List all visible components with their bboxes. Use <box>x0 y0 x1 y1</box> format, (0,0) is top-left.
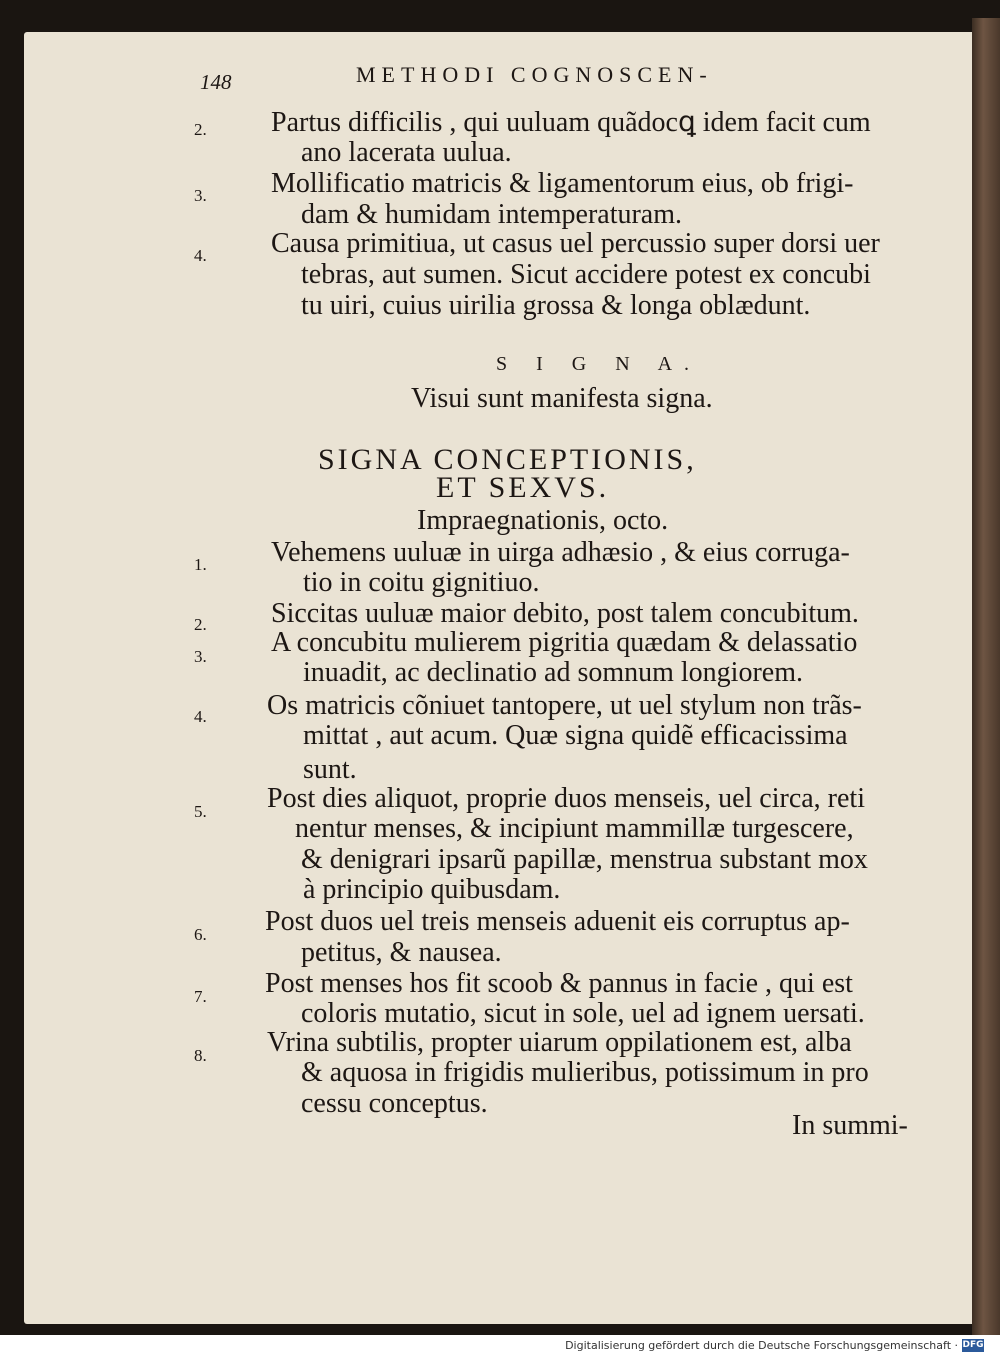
text-line: mittat , aut acum. Quæ signa quidẽ efficacissima <box>303 720 848 751</box>
dfg-logo: DFG <box>962 1340 984 1350</box>
text-line: tebras, aut sumen. Sicut accidere potest ex concubi <box>301 259 871 290</box>
item-number: 2. <box>194 120 207 139</box>
item-number: 4. <box>194 246 207 265</box>
text-line: ano lacerata uulua. <box>301 137 512 168</box>
item-number: 1. <box>194 555 207 574</box>
text-line: tu uiri, cuius uirilia grossa & longa oblædunt. <box>301 290 811 321</box>
text-line: Post duos uel treis menseis aduenit eis corruptus ap- <box>265 906 850 937</box>
footer-credit: Digitalisierung gefördert durch die Deutsche Forschungsgemeinschaft · <box>565 1339 958 1352</box>
text-line: Siccitas uuluæ maior debito, post talem concubitum. <box>271 598 859 629</box>
text-line: petitus, & nausea. <box>301 937 502 968</box>
item-number: 4. <box>194 707 207 726</box>
text-line: tio in coitu gignitiuo. <box>303 567 540 598</box>
text-line: Partus difficilis , qui uuluam quãdocꝗ idem facit cum <box>271 107 871 138</box>
text-line: Vrina subtilis, propter uiarum oppilationem est, alba <box>267 1027 852 1058</box>
item-number: 8. <box>194 1046 207 1065</box>
digitization-footer <box>0 1335 1000 1357</box>
text-line: A concubitu mulierem pigritia quædam & delassatio <box>271 627 858 658</box>
signa-text: Visui sunt manifesta signa. <box>411 383 713 414</box>
text-line: Post dies aliquot, proprie duos menseis, uel circa, reti <box>267 783 865 814</box>
running-title: METHODI COGNOSCEN- <box>356 62 713 87</box>
item-number: 2. <box>194 615 207 634</box>
text-line: nentur menses, & incipiunt mammillæ turgescere, <box>295 813 854 844</box>
text-line: sunt. <box>303 754 357 785</box>
text-line: Mollificatio matricis & ligamentorum eius, ob frigi- <box>271 168 854 199</box>
text-line: Vehemens uuluæ in uirga adhæsio , & eius corruga- <box>271 537 850 568</box>
text-line: & aquosa in frigidis mulieribus, potissimum in pro <box>301 1057 869 1088</box>
text-line: inuadit, ac declinatio ad somnum longiorem. <box>303 657 803 688</box>
signa-heading: S I G N A. <box>496 353 702 375</box>
item-number: 3. <box>194 647 207 666</box>
text-line: dam & humidam intemperaturam. <box>301 199 683 230</box>
text-line: cessu conceptus. <box>301 1088 488 1119</box>
text-line: coloris mutatio, sicut in sole, uel ad ignem uersati. <box>301 998 865 1029</box>
item-number: 7. <box>194 987 207 1006</box>
text-line: Os matricis cõniuet tantopere, ut uel stylum non trãs- <box>267 690 862 721</box>
section-subheading: Impraegnationis, octo. <box>417 505 669 536</box>
text-line: à principio quibusdam. <box>303 874 561 905</box>
item-number: 3. <box>194 186 207 205</box>
text-line: Post menses hos fit scoob & pannus in facie , qui est <box>265 968 853 999</box>
book-binding-edge <box>972 18 1000 1335</box>
text-line: & denigrari ipsarũ papillæ, menstrua substant mox <box>301 844 868 875</box>
page-number: 148 <box>200 70 232 94</box>
item-number: 6. <box>194 925 207 944</box>
text-line: Causa primitiua, ut casus uel percussio super dorsi uer <box>271 228 880 259</box>
section-heading: ET SEXVS. <box>436 471 610 504</box>
section-heading: SIGNA CONCEPTIONIS, <box>318 443 697 476</box>
item-number: 5. <box>194 802 207 821</box>
catchword: In summi- <box>792 1110 908 1141</box>
